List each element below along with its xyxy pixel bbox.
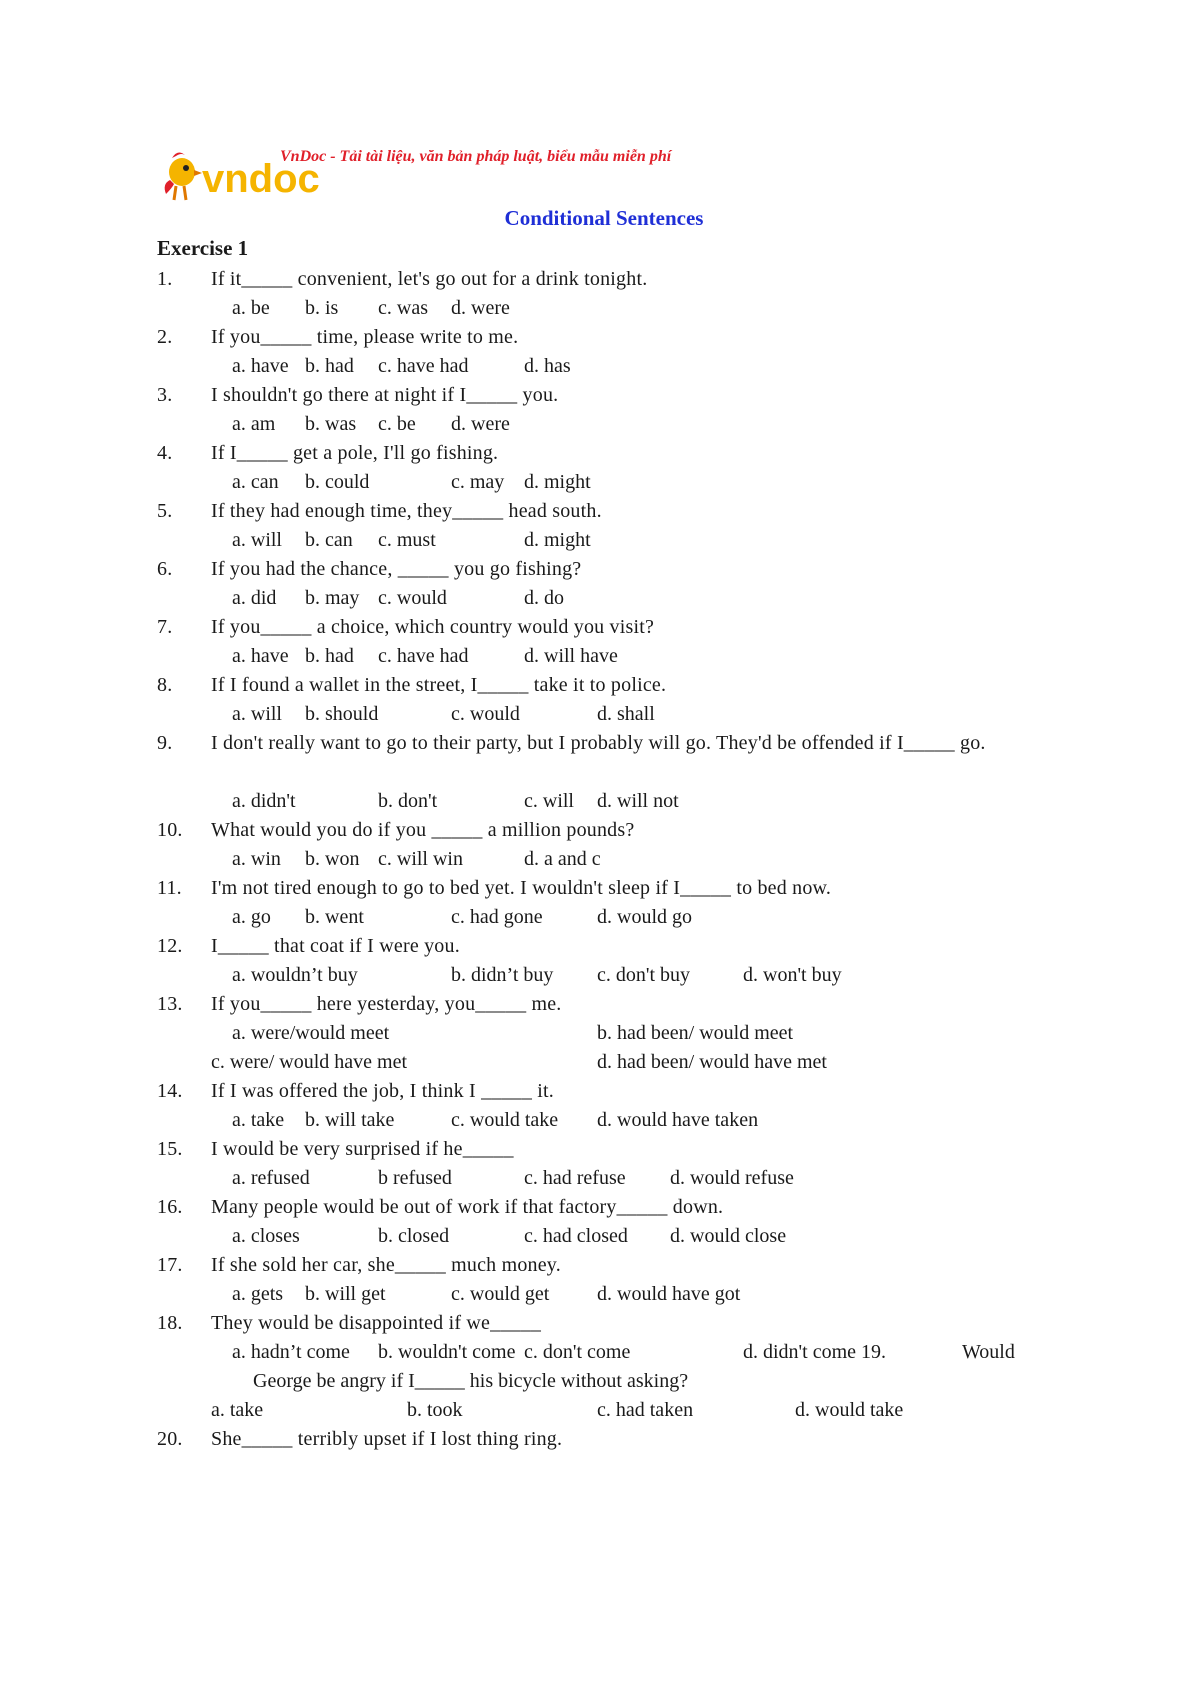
question-item bbox=[0, 1193, 1200, 1222]
answer-options bbox=[0, 526, 1200, 555]
option-d[interactable]: d. had been/ would have met bbox=[597, 1051, 827, 1073]
question-item bbox=[0, 265, 1200, 294]
question-number: 8. bbox=[157, 674, 173, 696]
option-b[interactable]: b. won bbox=[305, 848, 360, 870]
option-a[interactable]: a. gets bbox=[232, 1283, 284, 1305]
question-item bbox=[0, 729, 1200, 758]
question-number: 10. bbox=[157, 819, 183, 841]
option-d[interactable]: d. were bbox=[451, 297, 510, 319]
question-item bbox=[0, 990, 1200, 1019]
site-tagline: VnDoc - Tải tài liệu, văn bản pháp luật, biểu mẫu miễn phí bbox=[280, 148, 672, 165]
option-b[interactable]: b. wouldn't come bbox=[378, 1341, 516, 1363]
question-text: She_____ terribly upset if I lost thing ring. bbox=[211, 1428, 563, 1450]
question-item bbox=[0, 1077, 1200, 1106]
answer-options bbox=[0, 845, 1200, 874]
question-text: If I found a wallet in the street, I_____ take it to police. bbox=[211, 674, 667, 696]
option-a[interactable]: a. will bbox=[232, 703, 282, 725]
option-c[interactable]: c. will win bbox=[378, 848, 463, 870]
question-number: 11. bbox=[157, 877, 182, 899]
option-d[interactable]: d. do bbox=[524, 587, 564, 609]
option-d[interactable]: d. would take bbox=[795, 1399, 904, 1421]
option-a[interactable]: a. win bbox=[232, 848, 281, 870]
option-d[interactable]: d. would go bbox=[597, 906, 692, 928]
answer-options bbox=[0, 787, 1200, 816]
option-b[interactable]: b. had bbox=[305, 355, 354, 377]
option-d[interactable]: d. would close bbox=[670, 1225, 787, 1247]
option-c[interactable]: c. be bbox=[378, 413, 416, 435]
chicken-mascot-icon bbox=[165, 152, 202, 200]
option-a[interactable]: a. go bbox=[232, 906, 271, 928]
option-a[interactable]: a. be bbox=[232, 297, 270, 319]
question-item bbox=[0, 671, 1200, 700]
option-c[interactable]: c. have had bbox=[378, 355, 469, 377]
question-text: I shouldn't go there at night if I_____ you. bbox=[211, 384, 559, 406]
option-a[interactable]: a. take bbox=[232, 1109, 285, 1131]
option-b[interactable]: b. will get bbox=[305, 1283, 386, 1305]
question-text: If it_____ convenient, let's go out for a drink tonight. bbox=[211, 268, 648, 290]
option-b[interactable]: b. was bbox=[305, 413, 357, 435]
option-b[interactable]: b. went bbox=[305, 906, 364, 928]
answer-options bbox=[0, 294, 1200, 323]
question-number: 7. bbox=[157, 616, 173, 638]
option-d[interactable]: d. shall bbox=[597, 703, 655, 725]
question-item bbox=[0, 932, 1200, 961]
option-b[interactable]: b. can bbox=[305, 529, 353, 551]
question-item bbox=[0, 323, 1200, 352]
question-number: 2. bbox=[157, 326, 173, 348]
question-number: 3. bbox=[157, 384, 173, 406]
option-b[interactable]: b. had bbox=[305, 645, 354, 667]
option-c[interactable]: c. would bbox=[451, 703, 520, 725]
question-number: 14. bbox=[157, 1080, 183, 1102]
option-d[interactable]: d. might bbox=[524, 529, 591, 551]
option-c[interactable]: c. don't come bbox=[524, 1341, 631, 1363]
option-c[interactable]: c. was bbox=[378, 297, 428, 319]
option-c[interactable]: c. would take bbox=[451, 1109, 559, 1131]
option-b[interactable]: b refused bbox=[378, 1167, 452, 1189]
answer-options bbox=[0, 1106, 1200, 1135]
option-a[interactable]: a. were/would meet bbox=[232, 1022, 390, 1044]
option-b[interactable]: b. should bbox=[305, 703, 379, 725]
question-text: If they had enough time, they_____ head south. bbox=[211, 500, 602, 522]
option-b[interactable]: b. closed bbox=[378, 1225, 450, 1247]
question-number: 12. bbox=[157, 935, 183, 957]
answer-options bbox=[0, 410, 1200, 439]
answer-options bbox=[0, 1164, 1200, 1193]
answer-options bbox=[0, 903, 1200, 932]
option-d[interactable]: d. would refuse bbox=[670, 1167, 794, 1189]
question-text: If you_____ a choice, which country would you visit? bbox=[211, 616, 655, 638]
option-a[interactable]: a. refused bbox=[232, 1167, 310, 1189]
answer-options bbox=[0, 961, 1200, 990]
question-item bbox=[0, 1367, 1200, 1396]
answer-options bbox=[0, 1280, 1200, 1309]
page-title: Conditional Sentences bbox=[504, 206, 704, 230]
answer-options bbox=[0, 1048, 1200, 1077]
option-b[interactable]: b. will take bbox=[305, 1109, 395, 1131]
question-item bbox=[0, 1309, 1200, 1338]
question-text: I'm not tired enough to go to bed yet. I wouldn't sleep if I_____ to bed now. bbox=[211, 877, 832, 899]
question-text: If you_____ here yesterday, you_____ me. bbox=[211, 993, 562, 1015]
option-c[interactable]: c. had closed bbox=[524, 1225, 628, 1247]
option-c[interactable]: c. would get bbox=[451, 1283, 550, 1305]
option-c[interactable]: c. had gone bbox=[451, 906, 543, 928]
option-d[interactable]: d. didn't come 19. bbox=[743, 1341, 887, 1363]
question-text: I_____ that coat if I were you. bbox=[211, 935, 460, 957]
answer-options bbox=[0, 700, 1200, 729]
option-d[interactable]: d. might bbox=[524, 471, 591, 493]
question-item bbox=[0, 816, 1200, 845]
question-item bbox=[0, 1135, 1200, 1164]
option-b[interactable]: b. is bbox=[305, 297, 339, 319]
question-number: 17. bbox=[157, 1254, 183, 1276]
logo-wordmark: vndoc bbox=[202, 157, 320, 201]
option-d[interactable]: d. will not bbox=[597, 790, 679, 812]
question-text: What would you do if you _____ a million pounds? bbox=[211, 819, 635, 841]
question-number: 6. bbox=[157, 558, 173, 580]
option-c[interactable]: c. don't buy bbox=[597, 964, 691, 986]
question-item bbox=[0, 439, 1200, 468]
question-text: Many people would be out of work if that factory_____ down. bbox=[211, 1196, 724, 1218]
question-number: 9. bbox=[157, 732, 173, 754]
question-number: 1. bbox=[157, 268, 173, 290]
option-a[interactable]: a. did bbox=[232, 587, 277, 609]
answer-options bbox=[0, 1396, 1200, 1425]
question-text: If I_____ get a pole, I'll go fishing. bbox=[211, 442, 499, 464]
option-b[interactable]: b. could bbox=[305, 471, 370, 493]
question-text: I would be very surprised if he_____ bbox=[211, 1138, 514, 1160]
option-a[interactable]: a. wouldn’t buy bbox=[232, 964, 358, 986]
option-b[interactable]: b. had been/ would meet bbox=[597, 1022, 794, 1044]
option-c[interactable]: c. would bbox=[378, 587, 447, 609]
answer-options bbox=[0, 642, 1200, 671]
question-number: 5. bbox=[157, 500, 173, 522]
answer-options bbox=[0, 352, 1200, 381]
answer-options bbox=[0, 1222, 1200, 1251]
question-text: If you had the chance, _____ you go fishing? bbox=[211, 558, 582, 580]
question-item bbox=[0, 1251, 1200, 1280]
question-item bbox=[0, 381, 1200, 410]
answer-options bbox=[0, 584, 1200, 613]
question-number: 20. bbox=[157, 1428, 183, 1450]
option-d[interactable]: d. has bbox=[524, 355, 571, 377]
option-a[interactable]: a. closes bbox=[232, 1225, 300, 1247]
question-item bbox=[0, 874, 1200, 903]
question-number: 13. bbox=[157, 993, 183, 1015]
option-d[interactable]: d. won't buy bbox=[743, 964, 842, 986]
answer-options bbox=[0, 1338, 1200, 1367]
question-list bbox=[0, 265, 1200, 1454]
exercise-heading: Exercise 1 bbox=[157, 236, 249, 260]
answer-options bbox=[0, 468, 1200, 497]
question-number: 18. bbox=[157, 1312, 183, 1334]
question-text: If you_____ time, please write to me. bbox=[211, 326, 519, 348]
option-a[interactable]: a. didn't bbox=[232, 790, 296, 812]
question-item bbox=[0, 1425, 1200, 1454]
answer-options bbox=[0, 1019, 1200, 1048]
option-c[interactable]: c. may bbox=[451, 471, 505, 493]
question-number: 15. bbox=[157, 1138, 183, 1160]
option-a[interactable]: a. can bbox=[232, 471, 279, 493]
option-d[interactable]: d. a and c bbox=[524, 848, 601, 870]
option-b[interactable]: b. took bbox=[407, 1399, 463, 1421]
option-c[interactable]: c. will bbox=[524, 790, 574, 812]
question-text: George be angry if I_____ his bicycle without asking? bbox=[253, 1370, 689, 1392]
question-19-lead-in: Would bbox=[962, 1341, 1015, 1363]
option-c[interactable]: c. must bbox=[378, 529, 436, 551]
question-text: They would be disappointed if we_____ bbox=[211, 1312, 542, 1334]
option-d[interactable]: d. were bbox=[451, 413, 510, 435]
option-a[interactable]: a. am bbox=[232, 413, 276, 435]
question-number: 4. bbox=[157, 442, 173, 464]
option-c[interactable]: c. were/ would have met bbox=[211, 1051, 408, 1073]
option-b[interactable]: b. don't bbox=[378, 790, 438, 812]
option-a[interactable]: a. hadn’t come bbox=[232, 1341, 350, 1363]
option-a[interactable]: a. will bbox=[232, 529, 282, 551]
option-a[interactable]: a. take bbox=[211, 1399, 264, 1421]
option-a[interactable]: a. have bbox=[232, 645, 289, 667]
option-b[interactable]: b. didn’t buy bbox=[451, 964, 554, 986]
question-item bbox=[0, 613, 1200, 642]
question-item bbox=[0, 497, 1200, 526]
option-d[interactable]: d. would have taken bbox=[597, 1109, 759, 1131]
question-number: 16. bbox=[157, 1196, 183, 1218]
question-text: If I was offered the job, I think I _____ it. bbox=[211, 1080, 554, 1102]
question-text: I don't really want to go to their party, but I probably will go. They'd be offended if I_____ go. bbox=[211, 732, 986, 754]
option-c[interactable]: c. had refuse bbox=[524, 1167, 626, 1189]
option-c[interactable]: c. had taken bbox=[597, 1399, 694, 1421]
question-item bbox=[0, 555, 1200, 584]
question-text: If she sold her car, she_____ much money. bbox=[211, 1254, 561, 1276]
option-d[interactable]: d. would have got bbox=[597, 1283, 741, 1305]
option-c[interactable]: c. have had bbox=[378, 645, 469, 667]
option-a[interactable]: a. have bbox=[232, 355, 289, 377]
option-b[interactable]: b. may bbox=[305, 587, 360, 609]
option-d[interactable]: d. will have bbox=[524, 645, 618, 667]
